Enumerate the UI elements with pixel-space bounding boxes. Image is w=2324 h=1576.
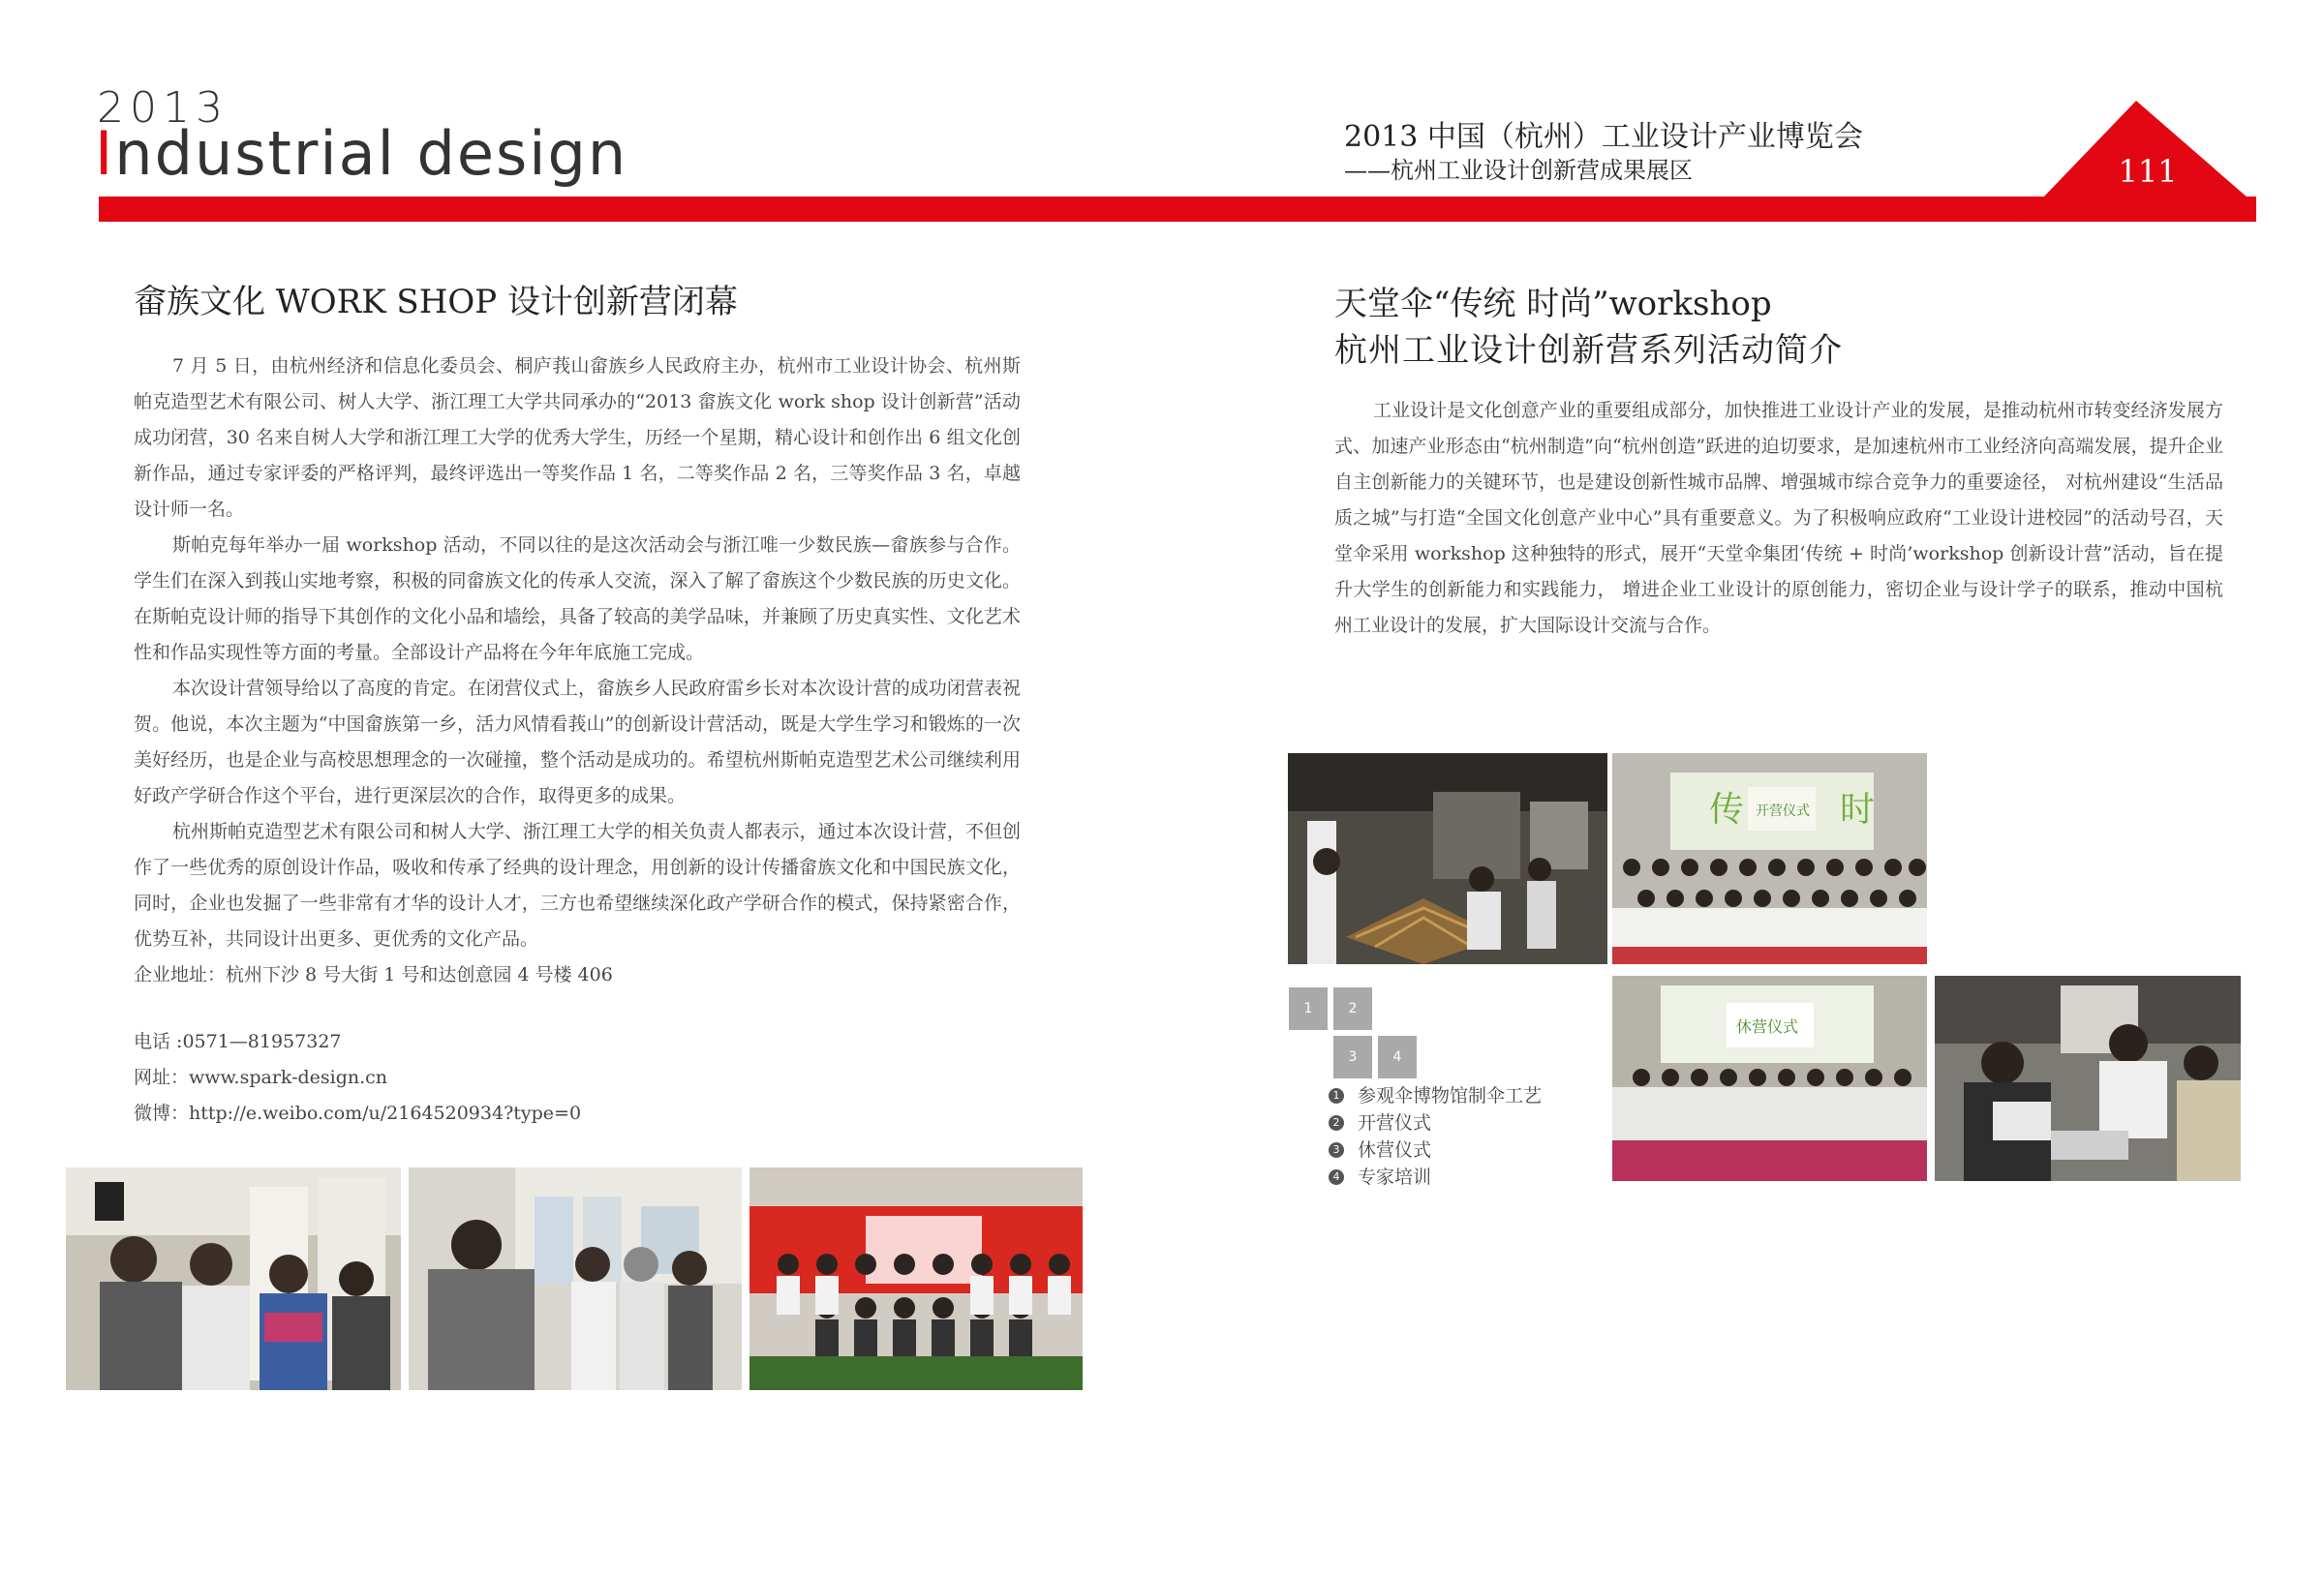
photo-presentation <box>409 1167 742 1390</box>
legend-number: 1 <box>1329 1088 1344 1104</box>
photo-legend <box>1329 1082 1542 1191</box>
brand-wordmark <box>95 118 627 189</box>
photo-expert-training <box>1935 976 2241 1181</box>
legend-label: 参观伞博物馆制伞工艺 <box>1358 1085 1543 1106</box>
contact-phone: 电话 :0571—81957327 <box>134 1031 342 1052</box>
right-heading-line1: 天堂伞“传统 时尚”workshop <box>1334 285 1772 323</box>
legend-number: 2 <box>1329 1115 1344 1131</box>
photo-exhibition-visit <box>66 1167 401 1390</box>
right-paragraph: 工业设计是文化创意产业的重要组成部分，加快推进工业设计产业的发展，是推动杭州市转变经济发展方式、加速产业形态由“杭州制造”向“杭州创造”跃进的迫切要求，是加速杭州市工业经济向高端发展，提升企业自主创新能力的关键环节，也是建设创新性城市品牌、增强城市综合竞争力的重要途径， 对杭州建设“生活品质之城”与打造“全国文化创意产业中心”具有重要意义。为了积极响应政府“工业设计进校园”的活动号召，天堂伞采用 workshop 这种独特的形式，展开“天堂伞集团‘传统 + 时尚’workshop 创新设计营”活动，旨在提升大学生的创新能力和实践能力， 增进企业工业设计的原创能力，密切企业与设计学子的联系，推动中国杭州工业设计的发展，扩大国际设计交流与合作。 <box>1334 400 2223 636</box>
legend-label: 休营仪式 <box>1358 1139 1432 1161</box>
expo-title: 2013 中国（杭州）工业设计产业博览会 <box>1344 120 1863 154</box>
legend-number: 3 <box>1329 1142 1344 1158</box>
legend-item <box>1329 1164 1542 1191</box>
right-article-body <box>1334 393 2223 644</box>
legend-label: 专家培训 <box>1358 1167 1432 1188</box>
brand-first-letter: I <box>95 118 115 189</box>
left-heading: 畲族文化 WORK SHOP 设计创新营闭幕 <box>134 283 738 321</box>
left-paragraph-3: 本次设计营领导给以了高度的肯定。在闭营仪式上，畲族乡人民政府雷乡长对本次设计营的成功闭营表祝贺。他说，本次主题为“中国畲族第一乡，活力风情看莪山”的创新设计营活动，既是大学生学习和锻炼的一次美好经历，也是企业与高校思想理念的一次碰撞，整个活动是成功的。希望杭州斯帕克造型艺术公司继续利用好政产学研合作这个平台，进行更深层次的合作，取得更多的成果。 <box>134 678 1021 806</box>
legend-number: 4 <box>1329 1169 1344 1185</box>
grid-index-1: 1 <box>1289 987 1328 1030</box>
legend-item <box>1329 1082 1542 1109</box>
page-number: 111 <box>2118 153 2178 190</box>
expo-subtitle: ——杭州工业设计创新营成果展区 <box>1344 157 1693 184</box>
banner-char-2: 时 <box>1840 790 1876 830</box>
legend-label: 开营仪式 <box>1358 1112 1432 1134</box>
banner-char-1: 传 <box>1709 790 1745 830</box>
contact-website: 网址：www.spark-design.cn <box>134 1067 388 1088</box>
photo-group-closing <box>749 1167 1083 1390</box>
legend-item <box>1329 1109 1542 1137</box>
photo-closing-ceremony <box>1612 976 1927 1181</box>
header-year: 2013 <box>97 83 229 133</box>
sign-text-1: 开营仪式 <box>1756 803 1810 819</box>
contact-weibo: 微博：http://e.weibo.com/u/2164520934?type=0 <box>134 1103 582 1124</box>
right-heading-line2: 杭州工业设计创新营系列活动简介 <box>1334 331 1843 370</box>
grid-index-2: 2 <box>1333 987 1372 1030</box>
legend-item <box>1329 1137 1542 1164</box>
photo-opening-ceremony <box>1612 753 1927 964</box>
photo-umbrella-museum <box>1288 753 1607 964</box>
left-paragraph-2: 斯帕克每年举办一届 workshop 活动，不同以往的是这次活动会与浙江唯一少数民族—畲族参与合作。学生们在深入到莪山实地考察，积极的同畲族文化的传承人交流，深入了解了畲族这个少数民族的历史文化。在斯帕克设计师的指导下其创作的文化小品和墙绘，具备了较高的美学品味，并兼顾了历史真实性、文化艺术性和作品实现性等方面的考量。全部设计产品将在今年年底施工完成。 <box>134 534 1021 663</box>
left-paragraph-4: 杭州斯帕克造型艺术有限公司和树人大学、浙江理工大学的相关负责人都表示，通过本次设计营，不但创作了一些优秀的原创设计作品，吸收和传承了经典的设计理念，用创新的设计传播畲族文化和中国民族文化，同时，企业也发掘了一些非常有才华的设计人才，三方也希望继续深化政产学研合作的模式，保持紧密合作，优势互补，共同设计出更多、更优秀的文化产品。 <box>134 821 1021 950</box>
left-paragraph-1: 7 月 5 日，由杭州经济和信息化委员会、桐庐莪山畲族乡人民政府主办，杭州市工业设计协会、杭州斯帕克造型艺术有限公司、树人大学、浙江理工大学共同承办的“2013 畲族文化 work shop 设计创新营”活动成功闭营，30 名来自树人大学和浙江理工大学的优秀大学生，历经一个星期，精心设计和创作出 6 组文化创新作品，通过专家评委的严格评判，最终评选出一等奖作品 1 名，二等奖作品 2 名，三等奖作品 3 名，卓越设计师一名。 <box>134 355 1021 520</box>
contact-block <box>134 1024 581 1132</box>
left-article-body <box>134 349 1021 993</box>
grid-index-3: 3 <box>1333 1036 1372 1078</box>
company-address: 企业地址：杭州下沙 8 号大街 1 号和达创意园 4 号楼 406 <box>134 964 613 985</box>
grid-index-4: 4 <box>1378 1036 1417 1078</box>
header-red-bar <box>99 197 2256 222</box>
sign-text-2: 休营仪式 <box>1736 1017 1799 1036</box>
brand-rest: ndustrial design <box>114 118 628 189</box>
